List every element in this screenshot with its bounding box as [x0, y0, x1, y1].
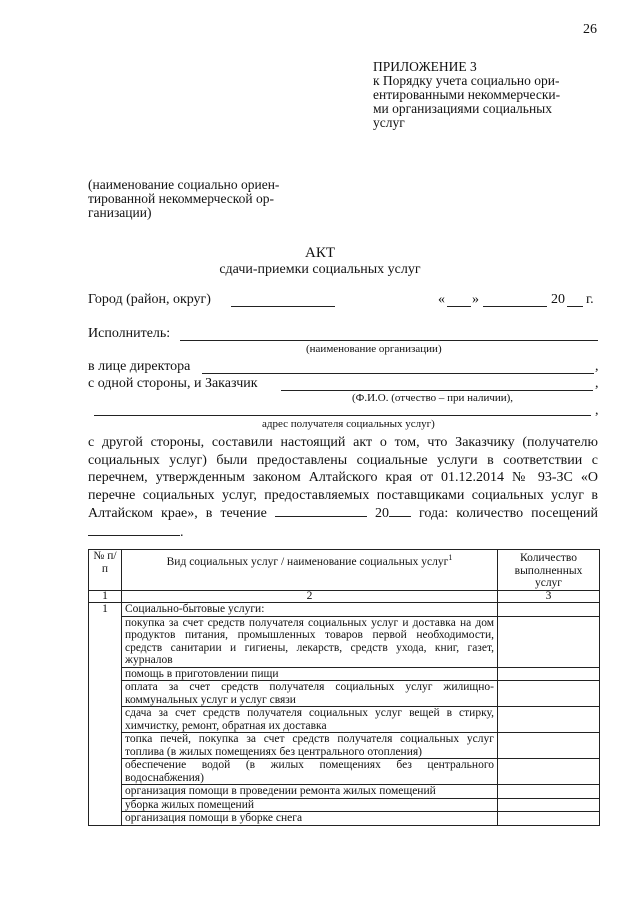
executor-label: Исполнитель:: [88, 326, 171, 341]
executor-field[interactable]: [180, 340, 598, 341]
table-row: [89, 707, 600, 733]
comma: ,: [595, 403, 599, 418]
qty-cell[interactable]: [498, 798, 600, 812]
table-row: [89, 759, 600, 785]
service-name: топка печей, покупка за счет средств получателя социальных услуг топлива (в жилых помещениях без центрального отопления): [122, 733, 498, 759]
act-title: АКТ: [305, 245, 335, 261]
appendix-line: ми организациями социальных: [373, 101, 552, 116]
comma: ,: [595, 359, 599, 374]
table-row: [89, 812, 600, 826]
act-paragraph: [88, 434, 598, 541]
comma: ,: [595, 376, 599, 391]
qty-cell[interactable]: [498, 667, 600, 681]
service-name: организация помощи в проведении ремонта жилых помещений: [122, 785, 498, 799]
paragraph-year: 20: [374, 506, 389, 521]
year-suffix: г.: [586, 292, 594, 307]
org-caption-line: тированной некоммерческой ор-: [88, 191, 275, 206]
table-row: [89, 733, 600, 759]
month-field[interactable]: [483, 306, 547, 307]
paragraph-year-field[interactable]: [389, 504, 411, 517]
director-label: в лице директора: [88, 359, 191, 374]
qty-cell[interactable]: [498, 785, 600, 799]
service-name: уборка жилых помещений: [122, 798, 498, 812]
header-num: № п/п: [89, 550, 122, 591]
qty-cell[interactable]: [498, 759, 600, 785]
table-header-row: [89, 550, 600, 591]
header-footnote: 1: [448, 553, 453, 562]
header-service: [122, 550, 498, 591]
paragraph-text: года: количество посещений: [419, 506, 599, 521]
qty-cell[interactable]: [498, 733, 600, 759]
qty-cell[interactable]: [498, 603, 600, 617]
table-row: [89, 603, 600, 617]
org-hint: (наименование организации): [306, 343, 442, 355]
address-field[interactable]: [94, 415, 591, 416]
service-name: помощь в приготовлении пищи: [122, 667, 498, 681]
fio-hint: (Ф.И.О. (отчество – при наличии),: [352, 392, 514, 404]
day-field[interactable]: [447, 306, 471, 307]
service-name: организация помощи в уборке снега: [122, 812, 498, 826]
director-field[interactable]: [202, 373, 594, 374]
appendix-line: к Порядку учета социально ори-: [373, 73, 560, 88]
appendix-title: ПРИЛОЖЕНИЕ 3: [373, 59, 477, 74]
customer-label: с одной стороны, и Заказчик: [88, 376, 258, 391]
service-name: сдача за счет средств получателя социальных услуг вещей в стирку, химчистку, ремонт, обратная их доставка: [122, 707, 498, 733]
org-caption: [88, 178, 318, 220]
qty-cell[interactable]: [498, 681, 600, 707]
visits-field[interactable]: [88, 523, 180, 536]
services-table: [88, 549, 600, 826]
table-row: [89, 667, 600, 681]
service-name: покупка за счет средств получателя социальных услуг и доставка на дом продуктов питания, промышленных товаров первой необходимости, средств санитарии и гигиены, лекарств, средств ухода, книг, газет, журналов: [122, 616, 498, 667]
col-number: 1: [89, 591, 122, 603]
customer-field[interactable]: [281, 390, 593, 391]
qty-cell[interactable]: [498, 616, 600, 667]
org-caption-line: ганизации): [88, 205, 152, 220]
header-qty: Количество выполненных услуг: [498, 550, 600, 591]
table-col-numbers: [89, 591, 600, 603]
qty-cell[interactable]: [498, 812, 600, 826]
period-field[interactable]: [275, 504, 367, 517]
service-name: обеспечение водой (в жилых помещениях без центрального водоснабжения): [122, 759, 498, 785]
table-row: [89, 681, 600, 707]
page-number: 26: [583, 22, 597, 37]
appendix-block: [373, 60, 598, 130]
col-number: 3: [498, 591, 600, 603]
act-subtitle: сдачи-приемки социальных услуг: [219, 262, 421, 277]
group-title: Социально-бытовые услуги:: [122, 603, 498, 617]
org-caption-line: (наименование социально ориен-: [88, 177, 280, 192]
address-hint: адрес получателя социальных услуг): [262, 418, 435, 430]
service-name: оплата за счет средств получателя социальных услуг жилищно-коммунальных услуг и услуг связи: [122, 681, 498, 707]
year-field[interactable]: [567, 306, 583, 307]
table-row: [89, 785, 600, 799]
city-field[interactable]: [231, 306, 335, 307]
header-service-text: Вид социальных услуг / наименование социальных услуг: [166, 555, 449, 568]
paragraph-end: .: [180, 524, 184, 540]
paragraph-text: с другой стороны, составили настоящий акт о том, что Заказчику (получателю социальных услуг) были предоставлены социальные услуги в соответствии с перечнем, утвержденным законом Алтайского края от 01.12.2014 № 93-ЗС «О перечне социальных услуг, предоставляемых поставщиками социальных услуг в Алтайском крае», в течение: [88, 435, 598, 521]
year-prefix: 20: [551, 292, 565, 307]
table-row: [89, 616, 600, 667]
appendix-line: ентированными некоммерчески-: [373, 87, 561, 102]
appendix-line: услуг: [373, 115, 405, 130]
qty-cell[interactable]: [498, 707, 600, 733]
col-number: 2: [122, 591, 498, 603]
date-quote-open: «: [438, 292, 445, 307]
date-quote-close: »: [472, 292, 479, 307]
group-number: 1: [89, 603, 122, 826]
city-label: Город (район, округ): [88, 292, 211, 307]
table-row: [89, 798, 600, 812]
